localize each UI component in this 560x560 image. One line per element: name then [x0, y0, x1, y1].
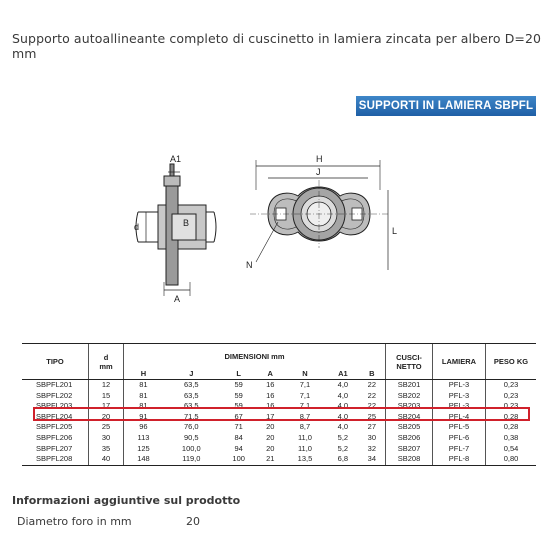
subheader-a: A [258, 368, 283, 380]
table-cell: 0,38 [486, 433, 537, 444]
table-cell: 91 [124, 412, 163, 423]
table-cell: SB207 [386, 444, 433, 455]
info-label-diametro: Diametro foro in mm [17, 515, 132, 528]
table-cell: SB201 [386, 380, 433, 391]
table-cell: 12 [89, 380, 124, 391]
table-cell: 22 [367, 380, 376, 389]
table-cell: 16 [266, 390, 275, 400]
table-cell: 71 [234, 422, 243, 432]
table-cell: PFL-3 [433, 401, 486, 412]
subheader-j: J [163, 368, 220, 380]
table-cell: 34 [359, 454, 386, 465]
label-b: B [183, 218, 190, 228]
table-cell: 35 [89, 444, 124, 455]
table-cell: 11,0 [297, 443, 312, 453]
table-cell: 21 [258, 454, 283, 465]
table-cell: PFL-8 [433, 454, 486, 465]
table-cell: 63,5 [184, 390, 199, 400]
table-cell: 5,2 [337, 443, 349, 453]
table-cell: 0,28 [486, 422, 537, 433]
table-cell: 11,0 [297, 432, 312, 442]
table-cell: 0,54 [486, 444, 537, 455]
info-value-diametro: 20 [186, 515, 200, 528]
table-cell: 4,0 [337, 411, 349, 421]
table-cell: 67 [234, 411, 243, 421]
col-cuscinetto [386, 344, 433, 380]
table-row [22, 444, 536, 455]
table-cell: 119,0 [163, 454, 220, 465]
table-cell: 0,23 [486, 401, 537, 412]
table-cell: 13,5 [283, 454, 327, 465]
table-cell: 0,23 [486, 391, 537, 402]
table-cell: 17 [89, 401, 124, 412]
table-cell: SBPFL204 [36, 411, 73, 421]
table-cell: 25 [367, 411, 376, 421]
col-d [89, 344, 124, 380]
table-cell: 59 [234, 390, 243, 400]
table-cell: 4,0 [337, 422, 349, 432]
table-cell: SB205 [386, 422, 433, 433]
category-banner: SUPPORTI IN LAMIERA SBPFL [356, 96, 536, 116]
table-row [22, 422, 536, 433]
table-cell: SBPFL202 [36, 390, 73, 400]
label-n: N [246, 260, 253, 270]
table-cell: 30 [367, 432, 376, 442]
table-cell: 148 [124, 454, 163, 465]
table-cell: 0,80 [486, 454, 537, 465]
table-cell: 8,7 [299, 422, 311, 432]
subheader-h: H [124, 368, 163, 380]
subheader-l: L [220, 368, 258, 380]
table-cell: 40 [89, 454, 124, 465]
table-row [22, 454, 536, 465]
table-cell: 100 [220, 454, 258, 465]
col-cuscinetto-line1: CUSCI- [396, 352, 422, 362]
table-cell: 113 [124, 433, 163, 444]
col-tipo: TIPO [22, 344, 89, 380]
col-peso: PESO KG [486, 344, 537, 380]
table-cell: 94 [234, 443, 243, 453]
table-cell: 63,5 [184, 380, 199, 389]
table-cell: SBPFL206 [36, 432, 73, 442]
table-cell: SB206 [386, 433, 433, 444]
table-cell: 7,1 [299, 390, 311, 400]
table-cell: SBPFL201 [36, 380, 73, 389]
table-cell: 22 [367, 390, 376, 400]
col-dimensioni: DIMENSIONI mm [124, 344, 386, 369]
table-cell: 20 [266, 422, 275, 432]
label-h: H [316, 154, 323, 164]
table-cell: 59 [234, 380, 243, 389]
table-cell: SB208 [386, 454, 433, 465]
table-cell: 90,5 [184, 432, 199, 442]
table-cell: 15 [89, 391, 124, 402]
table-cell: SB204 [386, 412, 433, 423]
table-cell: 27 [367, 422, 376, 432]
table-cell: 59 [234, 401, 243, 411]
table-cell: 16 [266, 401, 275, 411]
table-cell: 81 [124, 380, 163, 391]
table-cell: 20 [89, 412, 124, 423]
table-cell: 100,0 [181, 443, 201, 453]
label-l: L [392, 226, 398, 236]
table-cell: 32 [367, 443, 376, 453]
table-cell: 20 [266, 432, 275, 442]
table-cell: 63,5 [184, 401, 199, 411]
table-cell: 0,28 [486, 412, 537, 423]
col-cuscinetto-line2: NETTO [396, 361, 422, 371]
subheader-a1: A1 [327, 368, 359, 380]
info-heading: Informazioni aggiuntive sul prodotto [12, 494, 241, 507]
table-cell: SBPFL203 [36, 401, 73, 411]
label-j: J [316, 167, 321, 177]
table-cell: 7,1 [299, 380, 311, 389]
product-title: Supporto autoallineante completo di cuscinetto in lamiera zincata per albero D=20 mm [12, 31, 542, 61]
table-cell: 81 [124, 391, 163, 402]
table-cell: 30 [89, 433, 124, 444]
table-cell: SB202 [386, 391, 433, 402]
table-cell: PFL-4 [433, 412, 486, 423]
table-cell: 4,0 [337, 390, 349, 400]
table-cell: SB203 [386, 401, 433, 412]
table-cell: 84 [234, 432, 243, 442]
subheader-b: B [359, 368, 386, 380]
side-view [136, 164, 216, 296]
col-d-label: d [103, 352, 109, 362]
table-cell: 81 [124, 401, 163, 412]
col-lamiera: LAMIERA [433, 344, 486, 380]
table-cell: 6,8 [327, 454, 359, 465]
table-row-highlighted [22, 412, 536, 423]
table-cell: SBPFL205 [36, 422, 73, 432]
table-cell: 0,23 [486, 380, 537, 391]
table-row [22, 401, 536, 412]
table-cell: 20 [266, 443, 275, 453]
table-row [22, 433, 536, 444]
table-cell: PFL-6 [433, 433, 486, 444]
table-cell: 4,0 [337, 380, 349, 389]
table-cell: 17 [266, 411, 275, 421]
table-cell: PFL-5 [433, 422, 486, 433]
label-d: d [134, 222, 140, 232]
table-row [22, 380, 536, 391]
table-cell: 7,1 [299, 401, 311, 411]
dimension-table [22, 343, 536, 466]
table-row [22, 391, 536, 402]
table-cell: PFL-3 [433, 380, 486, 391]
col-d-unit: mm [99, 361, 113, 371]
table-cell: 22 [367, 401, 376, 411]
table-cell: PFL-7 [433, 444, 486, 455]
table-cell: SBPFL208 [22, 454, 89, 465]
table-cell: 16 [266, 380, 275, 389]
table-cell: 25 [89, 422, 124, 433]
table-cell: 76,0 [184, 422, 199, 432]
table-cell: 4,0 [337, 401, 349, 411]
table-cell: 96 [124, 422, 163, 433]
table-cell: 5,2 [337, 432, 349, 442]
subheader-n: N [283, 368, 327, 380]
table-cell: 8,7 [299, 411, 311, 421]
label-a1: A1 [170, 154, 182, 164]
technical-drawing [120, 150, 420, 310]
table-cell: SBPFL207 [36, 443, 73, 453]
label-a: A [174, 294, 181, 304]
table-cell: PFL-3 [433, 391, 486, 402]
table-cell: 71,5 [184, 411, 199, 421]
table-cell: 125 [124, 444, 163, 455]
